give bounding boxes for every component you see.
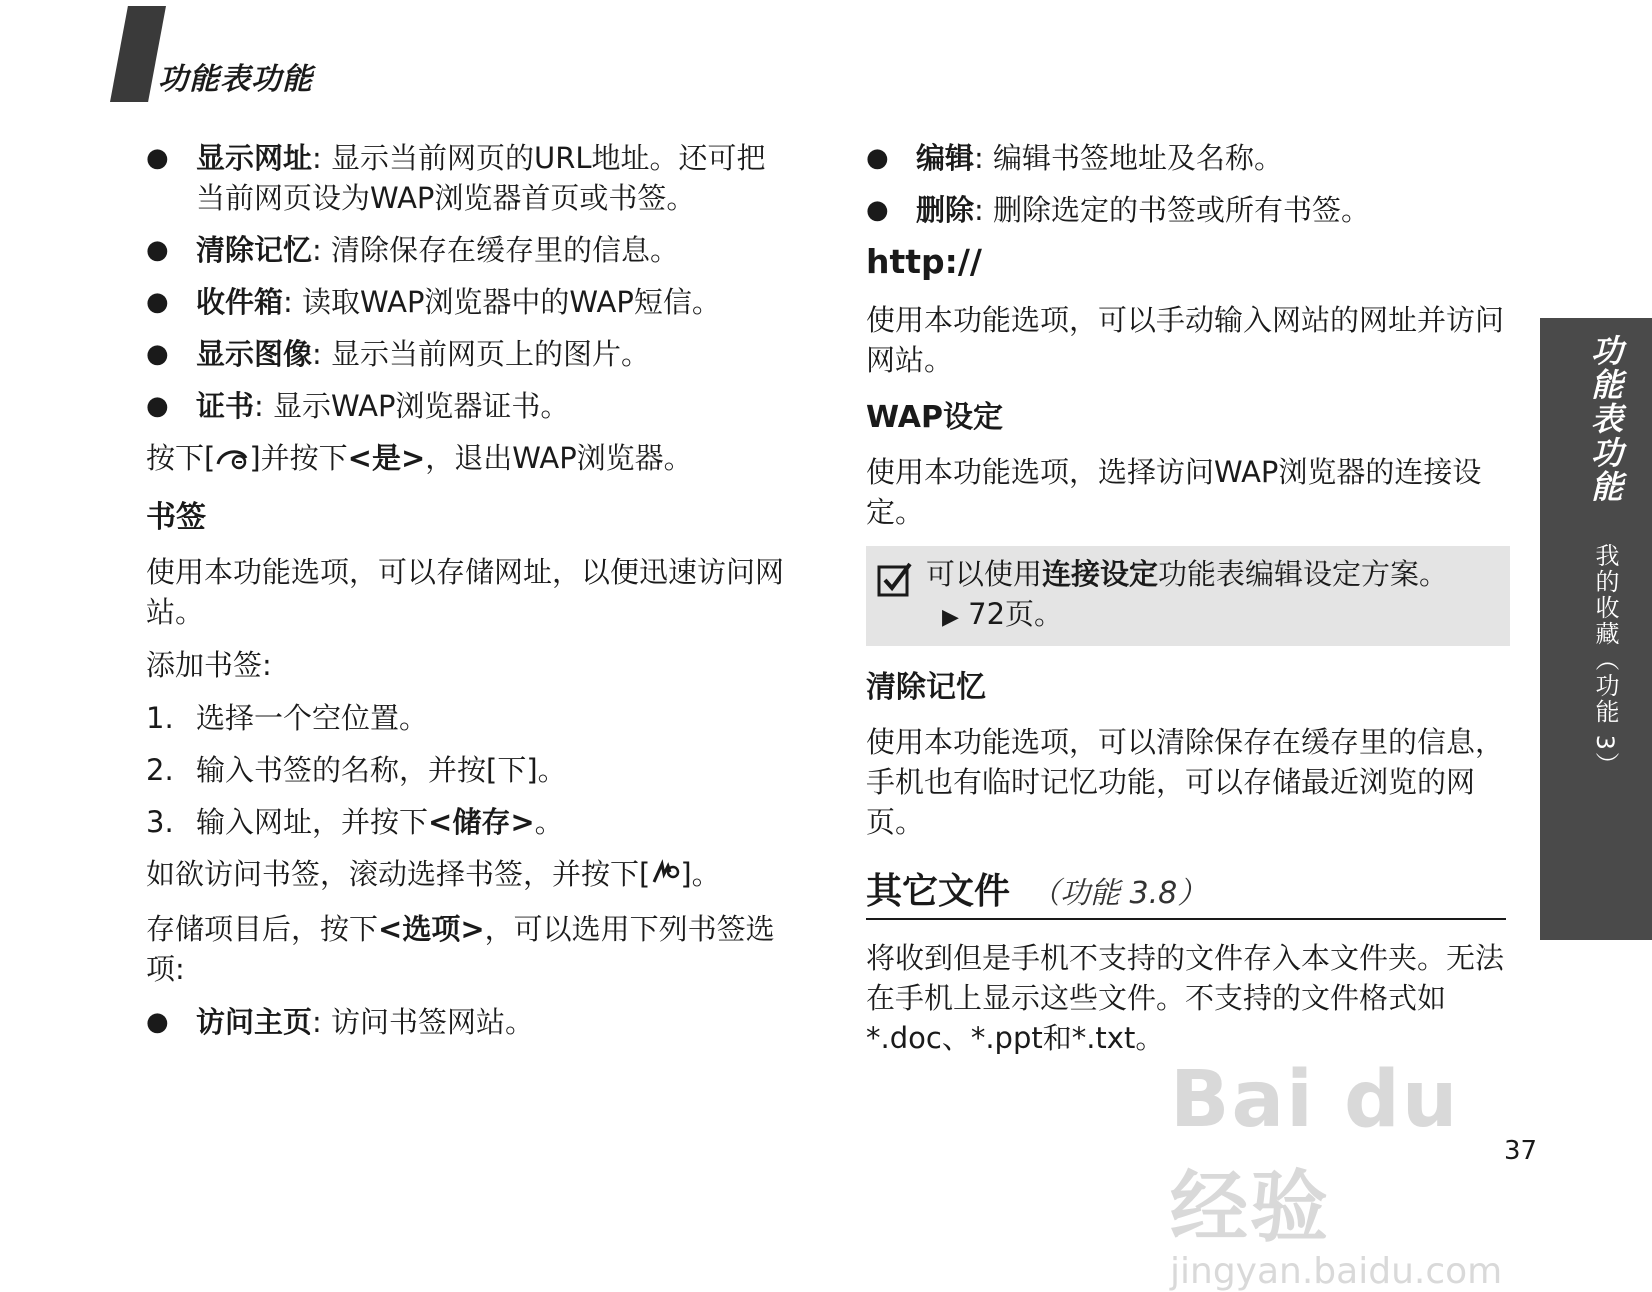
wap-key-icon xyxy=(650,856,680,896)
chapter-side-tab xyxy=(1540,318,1652,940)
other-files-heading: 其它文件 xyxy=(866,871,1011,912)
list-item: ● 收件箱: 读取WAP浏览器中的WAP短信。 xyxy=(146,282,786,322)
watermark-url: jingyan.baidu.com xyxy=(1170,1251,1503,1292)
clear-cache-heading: 清除记忆 xyxy=(866,670,986,705)
http-heading: http:// xyxy=(866,242,982,281)
bullet-icon: ● xyxy=(146,339,169,369)
baidu-watermark xyxy=(1170,1055,1550,1292)
arrow-right-icon: ▶ xyxy=(942,605,959,630)
other-files-subheading: （功能 3.8） xyxy=(1030,876,1208,911)
list-item: ● 编辑: 编辑书签地址及名称。 xyxy=(866,138,1506,178)
list-item: ● 证书: 显示WAP浏览器证书。 xyxy=(146,386,786,426)
list-item: ● 访问主页: 访问书签网站。 xyxy=(146,1002,786,1042)
step-item: 1. 选择一个空位置。 xyxy=(146,701,429,735)
page-title: 功能表功能 xyxy=(158,62,313,97)
clear-cache-description: 使用本功能选项，可以清除保存在缓存里的信息，手机也有临时记忆功能，可以存储最近浏览的网页。 xyxy=(866,725,1505,839)
right-column xyxy=(866,138,1506,1071)
side-tab-title: 功能表功能 xyxy=(1586,334,1624,504)
bullet-icon: ● xyxy=(866,143,889,173)
note-box: 可以使用连接设定功能表编辑设定方案。 ▶ 72页。 xyxy=(866,546,1510,646)
list-item: ● 清除记忆: 清除保存在缓存里的信息。 xyxy=(146,230,786,270)
list-item: ● 显示网址: 显示当前网页的URL地址。还可把当前网页设为WAP浏览器首页或书签。 xyxy=(146,138,786,218)
wap-settings-description: 使用本功能选项，选择访问WAP浏览器的连接设定。 xyxy=(866,455,1482,529)
page-reference-link[interactable]: ▶ 72页。 xyxy=(942,597,1064,631)
list-item: ● 显示图像: 显示当前网页上的图片。 xyxy=(146,334,786,374)
watermark-logo: Bai du 经验 xyxy=(1170,1055,1460,1253)
bookmark-heading: 书签 xyxy=(146,500,206,535)
step-item: 3. 输入网址，并按下<储存>。 xyxy=(146,805,564,839)
other-files-heading-row xyxy=(866,872,1506,920)
list-item: ● 删除: 删除选定的书签或所有书签。 xyxy=(866,190,1506,230)
page-header xyxy=(110,6,510,102)
http-description: 使用本功能选项，可以手动输入网站的网址并访问网站。 xyxy=(866,303,1505,377)
bullet-icon: ● xyxy=(866,195,889,225)
options-instruction: 存储项目后，按下<选项>，可以选用下列书签选项: xyxy=(146,912,775,986)
left-column xyxy=(146,138,786,1054)
other-files-description: 将收到但是手机不支持的文件存入本文件夹。无法在手机上显示这些文件。不支持的文件格式如*.doc、*.ppt和*.txt。 xyxy=(866,941,1505,1055)
bullet-icon: ● xyxy=(146,235,169,265)
page-number: 37 xyxy=(1504,1136,1538,1166)
bullet-icon: ● xyxy=(146,391,169,421)
checkbox-note-icon xyxy=(876,554,926,638)
bullet-icon: ● xyxy=(146,287,169,317)
wap-settings-heading: WAP设定 xyxy=(866,400,1003,435)
bullet-icon: ● xyxy=(146,143,169,173)
bullet-icon: ● xyxy=(146,1007,169,1037)
end-call-key-icon xyxy=(215,440,249,480)
bookmark-description: 使用本功能选项，可以存储网址，以便迅速访问网站。 xyxy=(146,555,785,629)
exit-instruction: 按下[ ]并按下<是>，退出WAP浏览器。 xyxy=(146,438,786,480)
add-bookmark-label: 添加书签: xyxy=(146,648,272,682)
step-item: 2. 输入书签的名称，并按[下]。 xyxy=(146,753,567,787)
access-instruction: 如欲访问书签，滚动选择书签，并按下[ ]。 xyxy=(146,854,786,896)
side-tab-subtitle: 我的收藏（功能 3） xyxy=(1591,543,1619,778)
